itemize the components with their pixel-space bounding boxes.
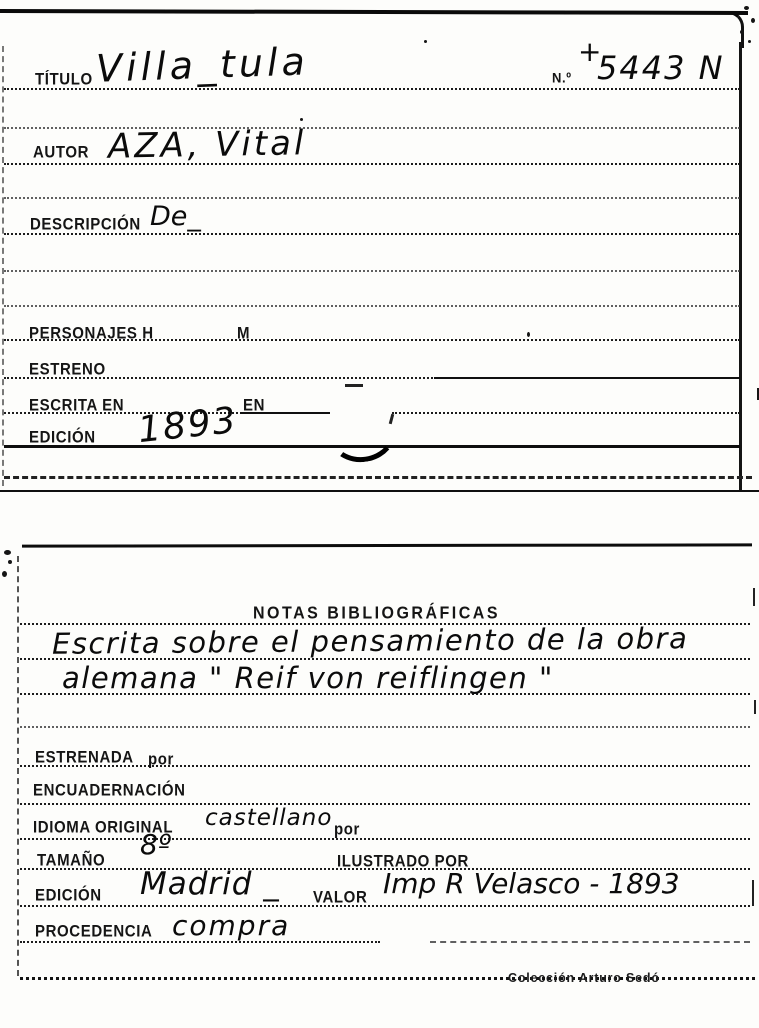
numero-plus: +	[578, 35, 602, 68]
titulo-label: TÍTULO	[35, 70, 93, 89]
top-card	[0, 0, 759, 495]
notas-line2: alemana " Reif von reiflingen "	[62, 661, 554, 695]
ruled-line	[4, 270, 740, 272]
personajes-label: PERSONAJES H	[29, 324, 154, 343]
top-card-right-border	[739, 42, 742, 490]
personajes-m-label: M	[237, 324, 251, 343]
ruled-line	[4, 476, 752, 479]
ruled-line	[20, 838, 750, 840]
valor-value: Imp R Velasco - 1893	[383, 867, 680, 900]
ruled-line	[20, 905, 750, 907]
bottom-card-left-border	[17, 556, 19, 976]
scan-noise	[424, 40, 427, 43]
bottom-card-right-edge-mark	[754, 700, 756, 714]
estreno-label: ESTRENO	[29, 360, 106, 379]
encuadernacion-label: ENCUADERNACIÓN	[33, 781, 186, 800]
ruled-line	[20, 803, 750, 805]
bottom-card-top-border	[22, 543, 752, 547]
procedencia-label: PROCEDENCIA	[35, 922, 153, 941]
top-card-corner	[702, 11, 744, 48]
notas-line1: Escrita sobre el pensamiento de la obra	[51, 621, 689, 661]
ruled-line	[392, 412, 740, 414]
idioma-original-label: IDIOMA ORIGINAL	[33, 818, 174, 837]
numero-label: N.º	[552, 69, 572, 86]
titulo-value: Villa_tula	[95, 39, 310, 91]
descripcion-label: DESCRIPCIÓN	[30, 215, 141, 234]
autor-value: AZA, Vital	[107, 123, 307, 167]
tamano-value: 8º	[140, 828, 172, 861]
ruled-line	[4, 305, 740, 307]
escrita-en-en-label: EN	[243, 396, 266, 415]
collection-stamp: Colección Arturo Sedó	[508, 970, 660, 986]
scan-noise	[4, 550, 11, 555]
idioma-original-value: castellano	[205, 805, 333, 831]
ilustrado-por-label: ILUSTRADO POR	[337, 852, 469, 871]
numero-value: 5443 N	[597, 49, 725, 87]
edicion-bottom-value: Madrid _	[140, 866, 280, 902]
scan-noise	[751, 18, 755, 23]
hole-punch-shadow	[324, 400, 399, 467]
edicion-bottom-label: EDICIÓN	[35, 886, 102, 905]
ruled-line	[4, 197, 740, 199]
valor-label: VALOR	[313, 888, 368, 907]
scan-noise	[2, 571, 7, 577]
scan-noise	[527, 332, 530, 337]
procedencia-value: compra	[172, 909, 291, 942]
scan-noise	[300, 118, 303, 121]
scan-noise	[740, 30, 744, 34]
ruled-line-overlay	[434, 377, 740, 379]
scan-noise	[8, 560, 12, 564]
notas-bibliograficas-header: NOTAS BIBLIOGRÁFICAS	[253, 604, 501, 623]
scan-noise	[744, 6, 749, 10]
top-card-bottom-border	[0, 490, 759, 492]
top-card-top-border	[0, 9, 748, 15]
edicion-label: EDICIÓN	[29, 428, 96, 447]
top-card-left-border	[2, 46, 4, 486]
tamano-label: TAMAÑO	[37, 851, 106, 870]
ruled-line	[20, 726, 750, 728]
bottom-card-right-edge-mark	[753, 588, 755, 606]
descripcion-value: De_	[150, 201, 201, 232]
hole-punch-mark	[345, 384, 363, 387]
autor-label: AUTOR	[33, 143, 90, 162]
idioma-por-label: por	[334, 820, 360, 839]
edicion-value: 1893	[136, 399, 240, 452]
estrenada-por-label: por	[148, 750, 174, 769]
ruled-line	[430, 941, 750, 943]
escrita-en-label: ESCRITA EN	[29, 396, 125, 415]
bottom-card-right-edge-mark	[752, 880, 754, 906]
scan-noise	[748, 40, 751, 43]
estrenada-label: ESTRENADA	[35, 748, 134, 767]
bottom-card	[0, 495, 759, 1028]
